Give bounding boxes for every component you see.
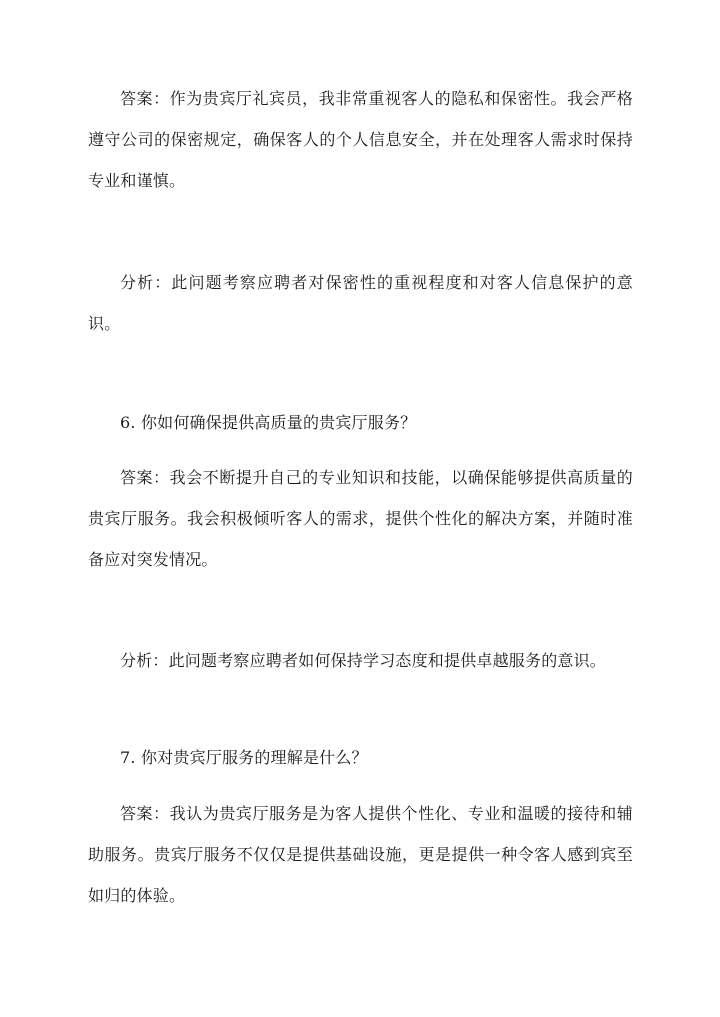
analysis-5: 分析：此问题考察应聘者对保密性的重视程度和对客人信息保护的意识。 [88,273,633,333]
question-6: 6. 你如何确保提供高质量的贵宾厅服务？ [120,413,417,432]
answer-7: 答案：我认为贵宾厅服务是为客人提供个性化、专业和温暖的接待和辅助服务。贵宾厅服务不仅仅是提供基础设施，更是提供一种令客人感到宾至如归的体验。 [88,804,633,905]
analysis-6: 分析：此问题考察应聘者如何保持学习态度和提供卓越服务的意识。 [120,651,607,670]
answer-6: 答案：我会不断提升自己的专业知识和技能，以确保能够提供高质量的贵宾厅服务。我会积极倾听客人的需求，提供个性化的解决方案，并随时准备应对突发情况。 [88,468,633,569]
question-7: 7. 你对贵宾厅服务的理解是什么？ [120,748,368,767]
answer-5: 答案：作为贵宾厅礼宾员，我非常重视客人的隐私和保密性。我会严格遵守公司的保密规定，确保客人的个人信息安全，并在处理客人需求时保持专业和谨慎。 [88,89,633,190]
